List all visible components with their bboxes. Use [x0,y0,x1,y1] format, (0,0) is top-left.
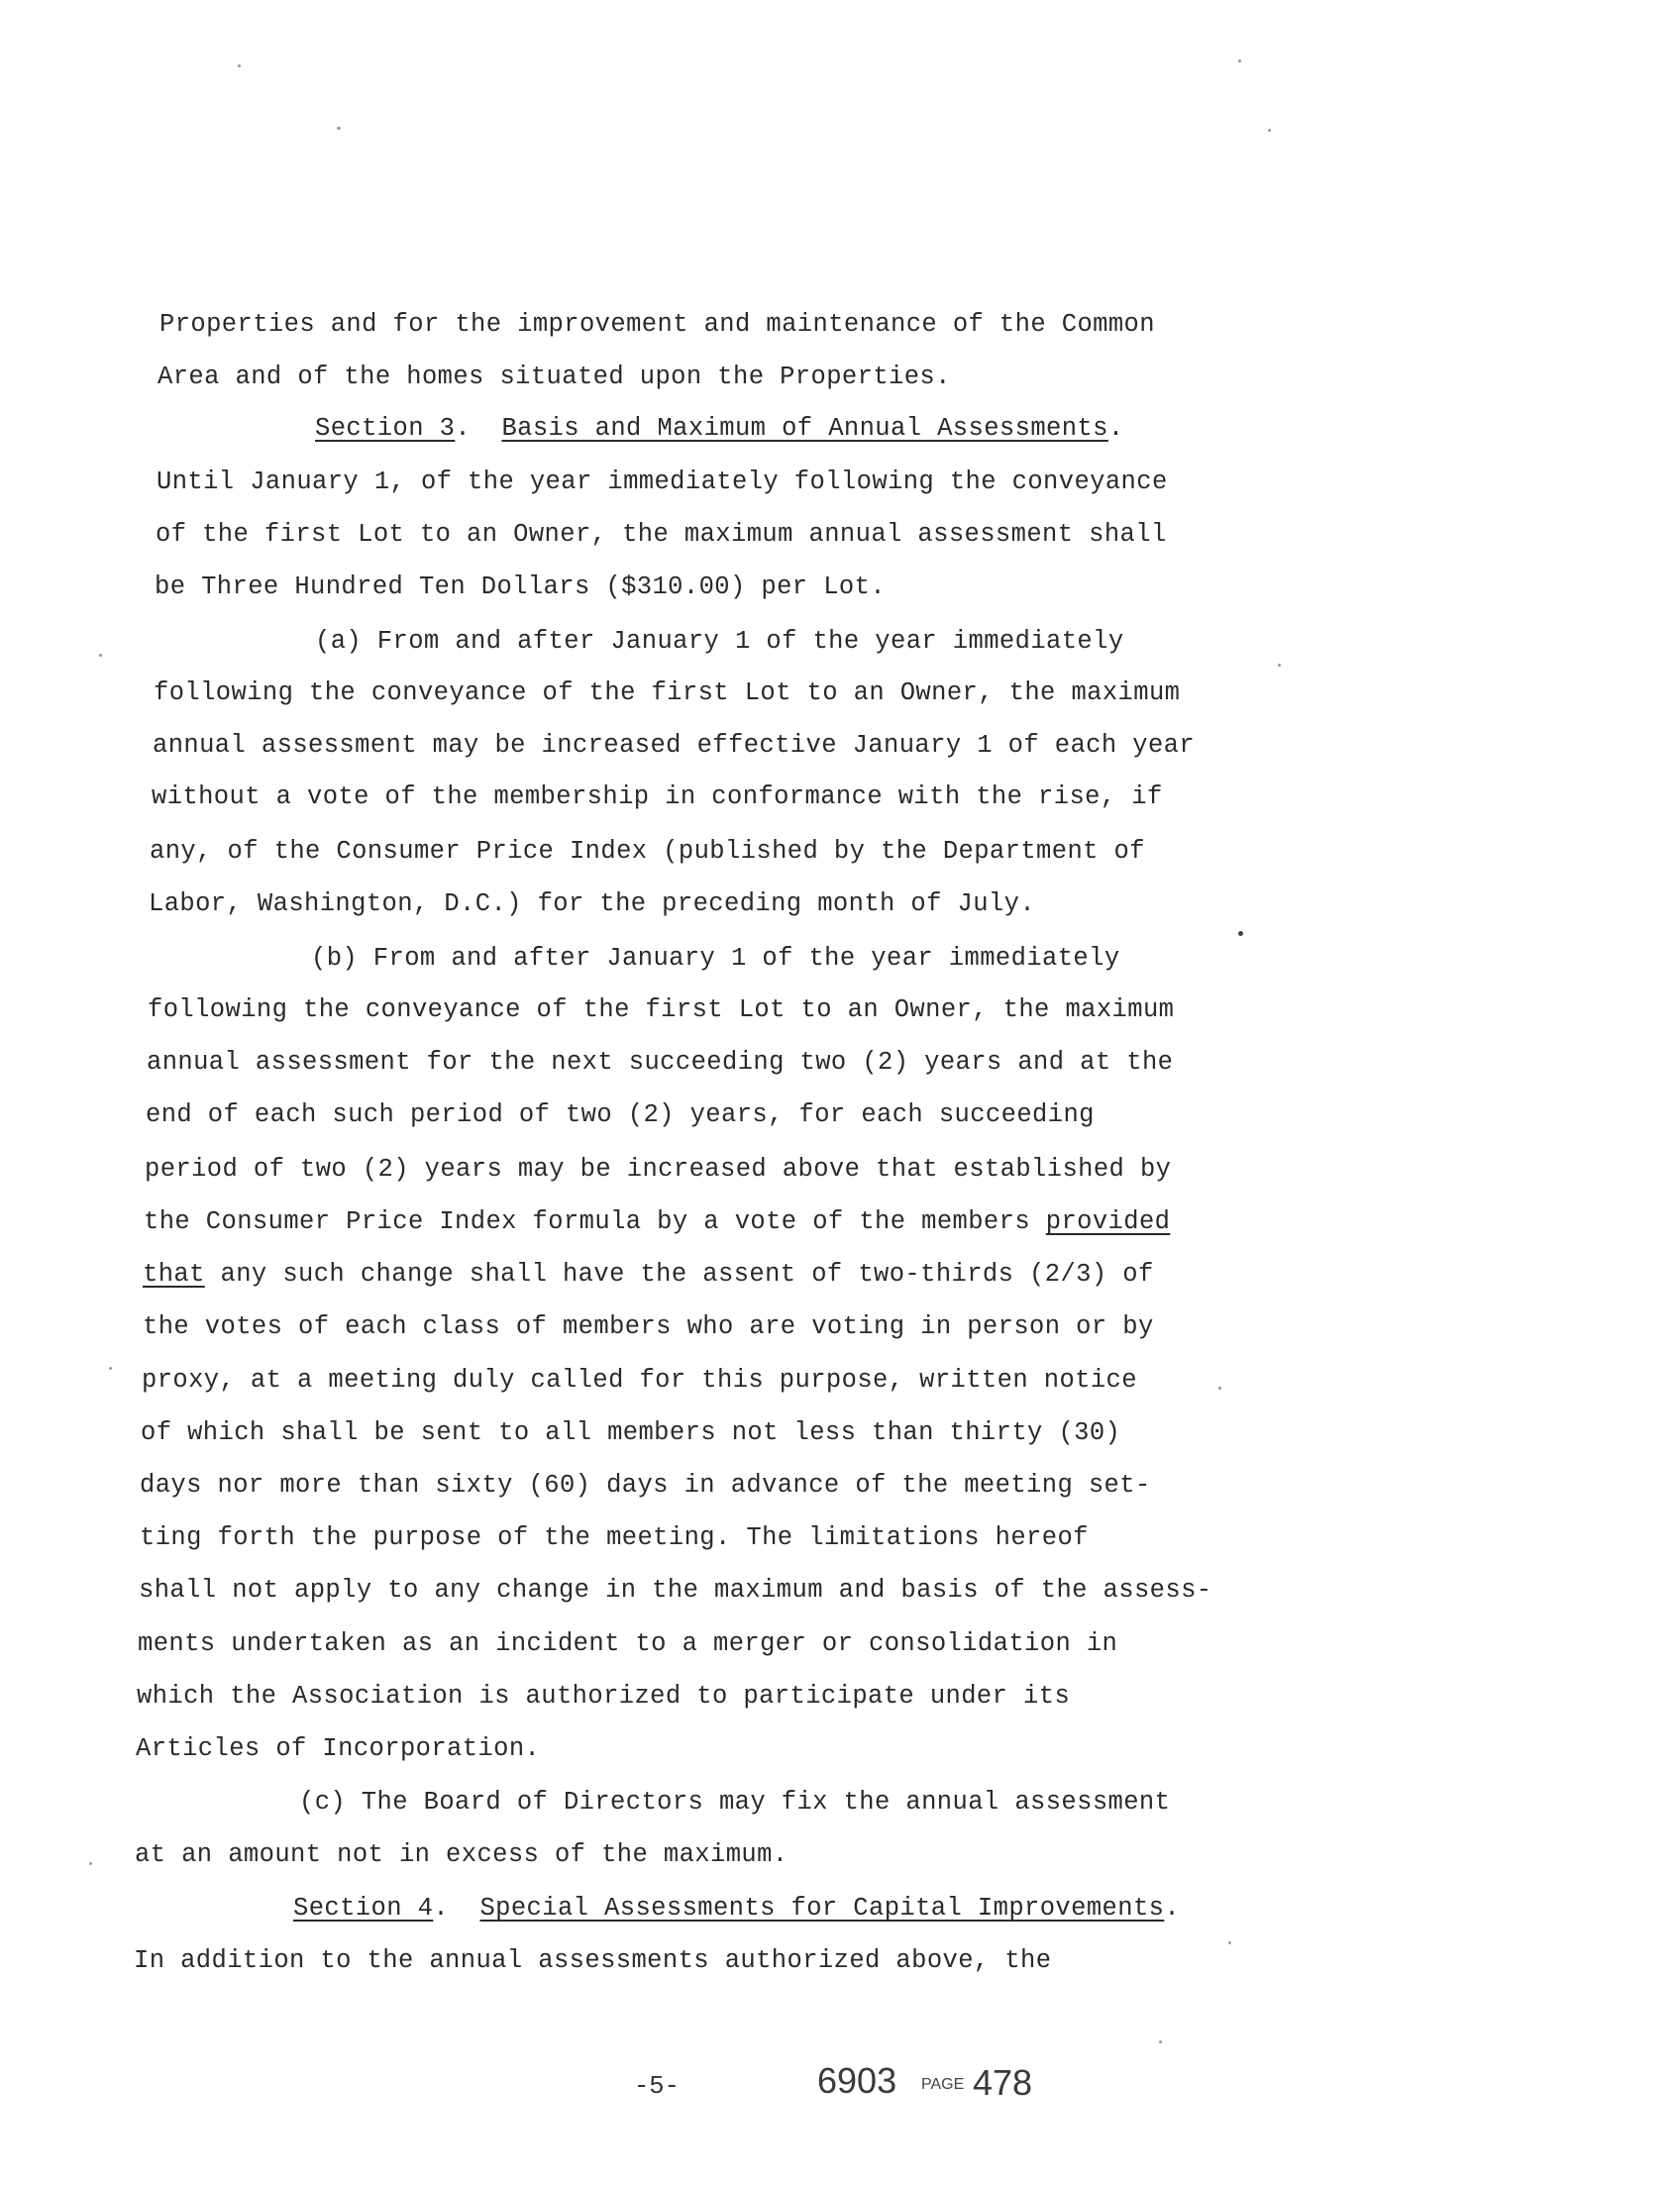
text-line: Properties and for the improvement and maintenance of the Common [159,310,1155,339]
text-line [144,1207,1170,1237]
scan-speck [1159,2040,1162,2043]
text-line: annual assessment may be increased effective January 1 of each year [153,731,1196,760]
text-line: Labor, Washington, D.C.) for the preceding month of July. [149,889,1036,918]
recording-page-number: 478 [973,2062,1033,2103]
recording-book-number: 6903 [817,2060,897,2101]
text-line [143,1260,1154,1290]
section-label: Section 3 [315,414,456,443]
scan-speck [1278,664,1281,667]
underlined-word: provided [1045,1207,1171,1236]
scan-speck [238,64,241,67]
scan-speck [1218,1387,1221,1390]
text-line: without a vote of the membership in conformance with the rise, if [152,782,1163,811]
text-line: of which shall be sent to all members not less than thirty (30) [141,1418,1121,1447]
text-line: Area and of the homes situated upon the Properties. [158,363,951,391]
text-line: proxy, at a meeting duly called for this purpose, written notice [142,1366,1137,1395]
text-line: Articles of Incorporation. [136,1734,541,1763]
text-line: (c) The Board of Directors may fix the annual assessment [299,1788,1171,1817]
text-line: annual assessment for the next succeeding two (2) years and at the [147,1048,1174,1077]
section-title: Basis and Maximum of Annual Assessments [501,414,1108,443]
text-line: following the conveyance of the first Lot to an Owner, the maximum [154,678,1181,707]
text-line: shall not apply to any change in the maximum and basis of the assess- [139,1576,1212,1605]
page-number: -5- [634,2072,680,2101]
text-line: (b) From and after January 1 of the year immediately [311,944,1120,973]
scan-speck [109,1367,112,1370]
scan-speck [1268,129,1271,132]
section-4-heading: Section 4. Special Assessments for Capital Improvements. [293,1894,1181,1923]
text-line: which the Association is authorized to participate under its [137,1682,1071,1711]
scan-speck [1238,931,1243,936]
underlined-word: that [143,1260,205,1289]
text-line: In addition to the annual assessments authorized above, the [134,1946,1052,1975]
scan-speck [89,1862,92,1865]
recording-page-abbrev: PAGE [921,2076,965,2093]
text-line: of the first Lot to an Owner, the maximum annual assessment shall [156,520,1167,549]
text-line: any, of the Consumer Price Index (published by the Department of [150,837,1145,866]
text-segment: any such change shall have the assent of two-thirds (2/3) of [204,1260,1154,1289]
text-line: be Three Hundred Ten Dollars ($310.00) per Lot. [155,573,887,601]
scan-speck [1238,59,1241,62]
scan-speck [99,654,102,657]
text-line: period of two (2) years may be increased above that established by [145,1155,1172,1184]
text-line: at an amount not in excess of the maximum. [135,1840,788,1869]
text-line: Until January 1, of the year immediately following the conveyance [157,468,1168,496]
text-line: end of each such period of two (2) years, for each succeeding [146,1100,1095,1129]
text-line: ting forth the purpose of the meeting. The limitations hereof [140,1523,1089,1552]
text-segment: the Consumer Price Index formula by a vote of the members [144,1207,1031,1236]
text-line: ments undertaken as an incident to a merger or consolidation in [138,1629,1118,1658]
text-line: following the conveyance of the first Lot to an Owner, the maximum [148,995,1175,1024]
scan-speck [337,127,341,130]
scan-speck [1228,1941,1231,1944]
text-line: (a) From and after January 1 of the year immediately [315,627,1124,656]
section-3-heading: Section 3. Basis and Maximum of Annual Assessments. [315,414,1124,443]
text-line: days nor more than sixty (60) days in advance of the meeting set- [140,1471,1151,1500]
section-label: Section 4 [293,1894,434,1923]
text-line: the votes of each class of members who are voting in person or by [143,1312,1154,1341]
section-title: Special Assessments for Capital Improvements [479,1894,1165,1923]
